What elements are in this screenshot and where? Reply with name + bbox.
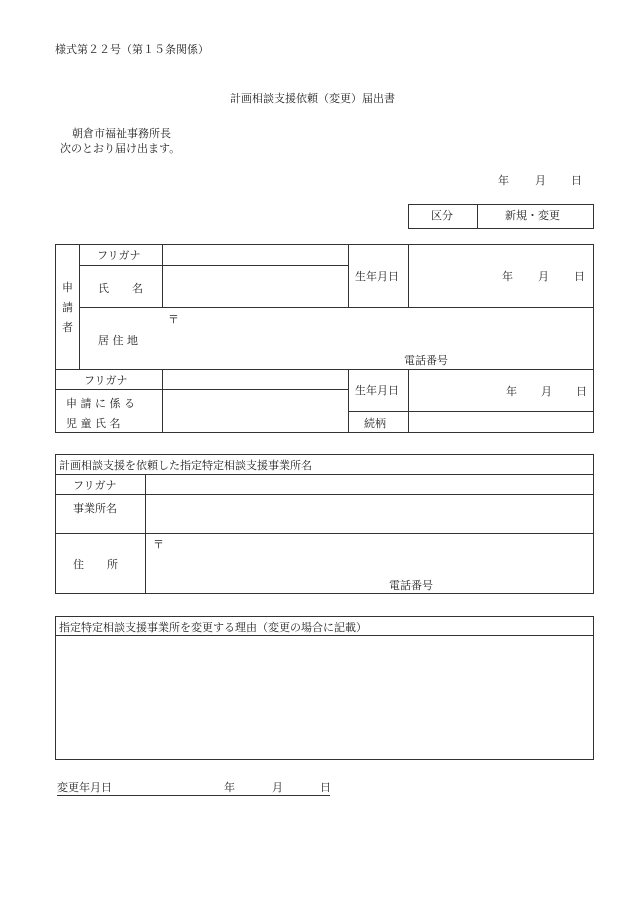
- kubun-label: 区分: [431, 209, 453, 222]
- applicant-phone-label: 電話番号: [404, 354, 448, 367]
- date-year: 年: [498, 174, 509, 187]
- change-date-label: 変更年月日: [57, 781, 112, 794]
- applicant-birth-month: 月: [538, 270, 549, 283]
- applicant-birth-year: 年: [502, 270, 513, 283]
- child-birthdate-label: 生年月日: [355, 384, 399, 397]
- applicant-birthdate-label: 生年月日: [355, 270, 399, 283]
- applicant-group-label-1: 申: [62, 281, 73, 294]
- office-heading: 計画相談支援を依頼した指定特定相談支援事業所名: [59, 459, 312, 472]
- addressee: 朝倉市福祉事務所長: [72, 127, 171, 140]
- child-relationship-label: 続柄: [364, 417, 386, 430]
- child-birth-month: 月: [541, 385, 552, 398]
- date-day: 日: [571, 174, 582, 187]
- applicant-group-label-3: 者: [62, 321, 73, 334]
- kubun-value: 新規・変更: [505, 209, 560, 222]
- applicant-furigana-label: フリガナ: [97, 249, 141, 262]
- change-date-day: 日: [320, 781, 331, 794]
- form-number: 様式第２２号（第１５条関係）: [55, 43, 209, 56]
- applicant-group-label-2: 請: [62, 301, 73, 314]
- child-birth-day: 日: [576, 385, 587, 398]
- child-label-line2: 児 童 氏 名: [66, 417, 121, 430]
- change-date-year: 年: [224, 781, 235, 794]
- applicant-birth-day: 日: [574, 270, 585, 283]
- reason-heading: 指定特定相談支援事業所を変更する理由（変更の場合に記載）: [59, 621, 367, 634]
- applicant-residence-label: 居 住 地: [98, 334, 138, 347]
- office-phone-label: 電話番号: [389, 579, 433, 592]
- office-furigana-label: フリガナ: [73, 479, 117, 492]
- applicant-name-label-2: 名: [132, 282, 143, 295]
- change-date-month: 月: [272, 781, 283, 794]
- child-furigana-label: フリガナ: [84, 374, 128, 387]
- office-address-label-1: 住: [73, 558, 84, 571]
- applicant-postal-mark: 〒: [168, 313, 179, 326]
- intro-text: 次のとおり届け出ます。: [60, 142, 181, 155]
- applicant-name-label-1: 氏: [98, 282, 109, 295]
- date-month: 月: [535, 174, 546, 187]
- office-name-label: 事業所名: [73, 502, 117, 515]
- office-postal-mark: 〒: [153, 538, 164, 551]
- page-title: 計画相談支援依頼（変更）届出書: [230, 92, 395, 105]
- office-address-label-2: 所: [107, 558, 118, 571]
- child-label-line1: 申 請 に 係 る: [66, 397, 135, 410]
- child-birth-year: 年: [506, 385, 517, 398]
